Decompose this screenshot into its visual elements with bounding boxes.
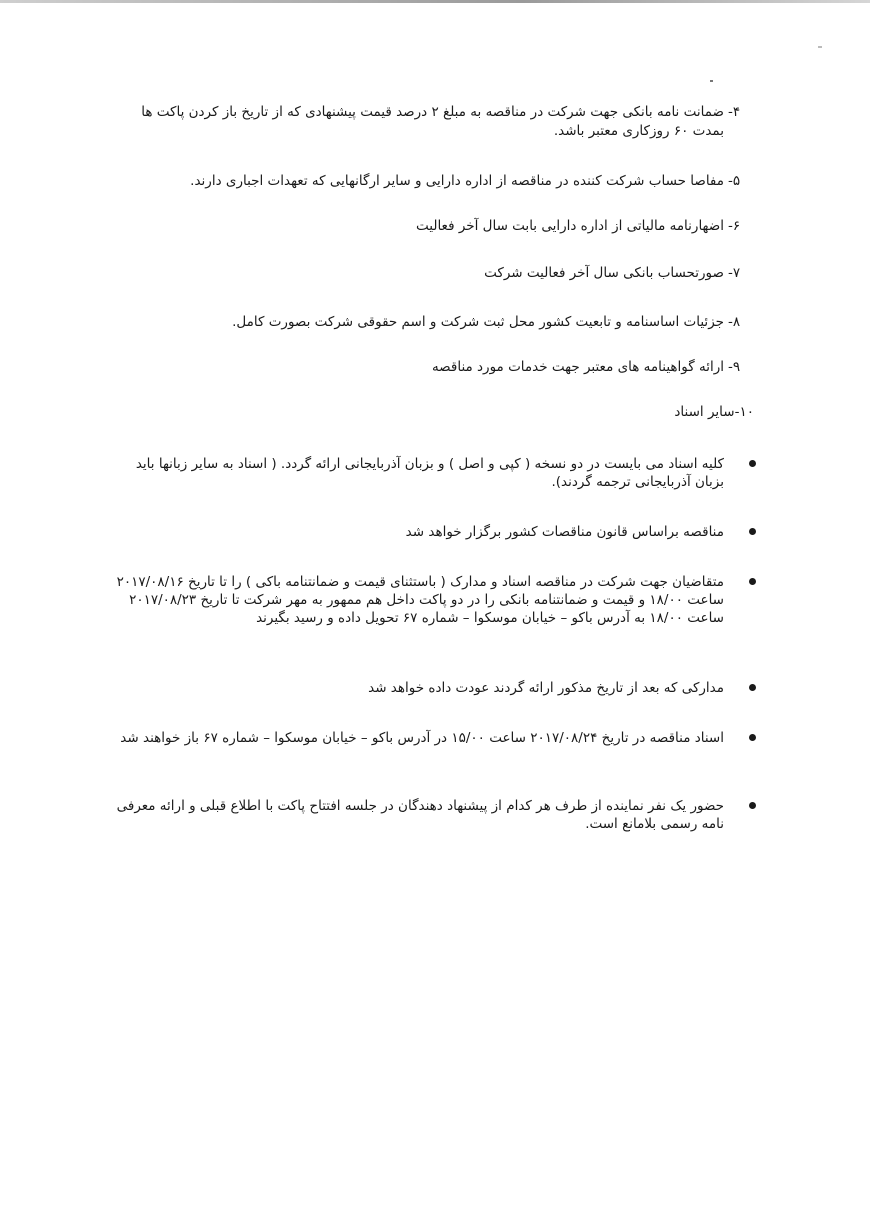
list-item-8 xyxy=(0,313,754,332)
bullet-text: اسناد مناقصه در تاریخ ۲۰۱۷/۰۸/۲۴ ساعت ۱۵/۰۰ در آدرس باکو – خیابان موسکوا – شماره ۶۷ باز خواهند شد xyxy=(120,730,724,746)
bullet-icon xyxy=(749,802,756,809)
item-text: ۱۰-سایر اسناد xyxy=(674,404,754,420)
scan-speck xyxy=(818,46,822,48)
list-item-4 xyxy=(114,103,754,141)
bullet-icon xyxy=(749,734,756,741)
bullet-text: کلیه اسناد می بایست در دو نسخه ( کپی و اصل ) و بزبان آذربایجانی ارائه گردد. ( اسناد به سایر زبانها باید بزبان آذربایجانی ترجمه گردند). xyxy=(135,456,724,490)
bullet-icon xyxy=(749,578,756,585)
bullet-item xyxy=(116,523,756,541)
item-number: ۹- xyxy=(728,359,741,375)
item-text: صورتحساب بانکی سال آخر فعالیت شرکت xyxy=(484,265,724,281)
list-item-5 xyxy=(0,172,754,191)
bullet-item xyxy=(116,679,756,697)
bullet-item xyxy=(116,729,756,747)
item-number: ۷- xyxy=(728,265,741,281)
item-number: ۶- xyxy=(728,218,741,234)
scan-top-edge xyxy=(0,0,870,3)
bullet-item xyxy=(116,455,756,491)
item-text: ضمانت نامه بانکی جهت شرکت در مناقصه به مبلغ ۲ درصد قیمت پیشنهادی که از تاریخ باز کردن پاکت ها بمدت ۶۰ روزکاری معتبر باشد. xyxy=(141,104,724,139)
item-text: مفاصا حساب شرکت کننده در مناقصه از اداره دارایی و سایر ارگانهایی که تعهدات اجباری دارند. xyxy=(190,173,724,189)
bullet-text: حضور یک نفر نماینده از طرف هر کدام از پیشنهاد دهندگان در جلسه افتتاح پاکت با اطلاع قبلی و ارائه معرفی نامه رسمی بلامانع است. xyxy=(116,798,724,832)
bullet-icon xyxy=(749,460,756,467)
list-item-10 xyxy=(0,403,754,422)
bullet-icon xyxy=(749,528,756,535)
bullet-text: مدارکی که بعد از تاریخ مذکور ارائه گردند عودت داده خواهد شد xyxy=(368,680,724,696)
bullet-text: مناقصه براساس قانون مناقصات کشور برگزار خواهد شد xyxy=(405,524,724,540)
item-text: اضهارنامه مالیاتی از اداره دارایی بابت سال آخر فعالیت xyxy=(416,218,724,234)
item-number: ۵- xyxy=(728,173,741,189)
list-item-9 xyxy=(0,358,754,377)
item-number: ۸- xyxy=(728,314,741,330)
item-number: ۴- xyxy=(728,104,741,120)
list-item-7 xyxy=(0,264,754,283)
item-text: ارائه گواهینامه های معتبر جهت خدمات مورد مناقصه xyxy=(431,359,724,375)
bullet-text: متقاضیان جهت شرکت در مناقصه اسناد و مدارک ( باستثنای قیمت و ضمانتنامه باکی ) را تا تاریخ ۲۰۱۷/۰۸/۱۶ ساعت ۱۸/۰۰ و قیمت و ضمانتنامه بانکی را در دو پاکت داخل هم ممهور به مهر شرکت تا تاریخ ۲۰۱۷/۰۸/۲۳ ساعت ۱۸/۰۰ به آدرس باکو – خیابان موسکوا – شماره ۶۷ تحویل داده و رسید بگیرند xyxy=(116,574,724,626)
item-text: جزئیات اساسنامه و تابعیت کشور محل ثبت شرکت و اسم حقوقی شرکت بصورت کامل. xyxy=(232,314,724,330)
list-item-6 xyxy=(0,217,754,236)
bullet-icon xyxy=(749,684,756,691)
scan-speck xyxy=(710,80,713,82)
bullet-item xyxy=(116,573,756,627)
bullet-item xyxy=(116,797,756,833)
